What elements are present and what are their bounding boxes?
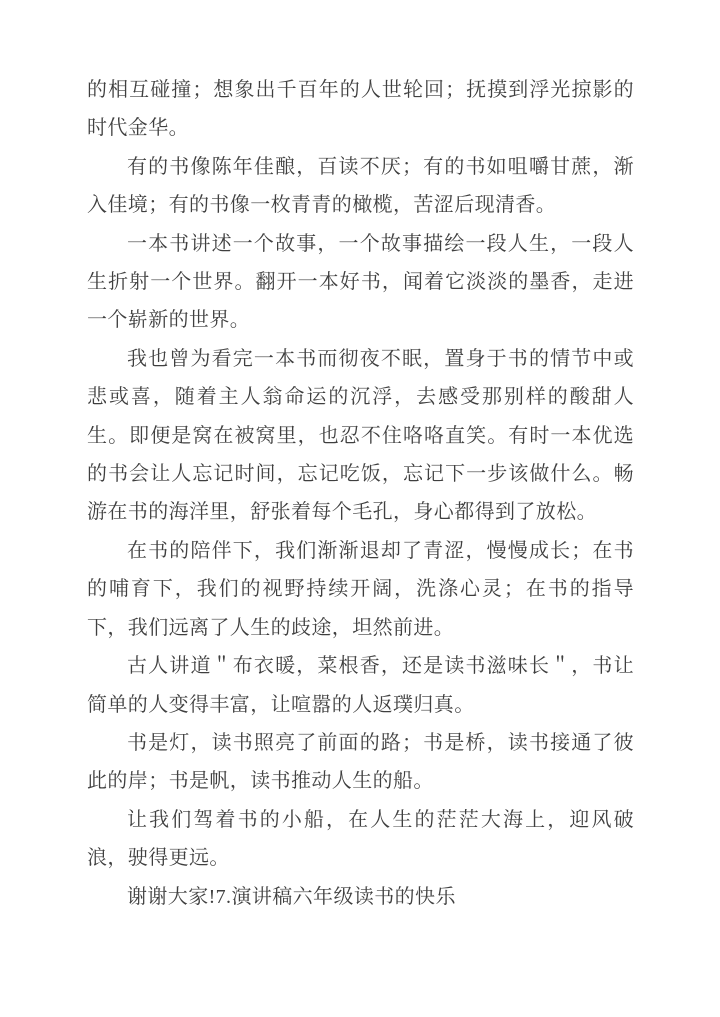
paragraph: 让我们驾着书的小船，在人生的茫茫大海上，迎风破浪，驶得更远。 <box>87 808 634 870</box>
paragraph: 有的书像陈年佳酿，百读不厌；有的书如咀嚼甘蔗，渐入佳境；有的书像一枚青青的橄榄，苦涩后现清香。 <box>87 155 634 217</box>
paragraph: 古人讲道＂布衣暖，菜根香，还是读书滋味长＂，书让简单的人变得丰富，让喧嚣的人返璞归真。 <box>87 655 634 716</box>
paragraph: 我也曾为看完一本书而彻夜不眠，置身于书的情节中或悲或喜，随着主人翁命运的沉浮，去感受那别样的酸甜人生。即便是窝在被窝里，也忍不住咯咯直笑。有时一本优选的书会让人忘记时间，忘记吃饭，忘记下一步该做什么。畅游在书的海洋里，舒张着每个毛孔，身心都得到了放松。 <box>87 347 634 524</box>
paragraph: 一本书讲述一个故事，一个故事描绘一段人生，一段人生折射一个世界。翻开一本好书，闻着它淡淡的墨香，走进一个崭新的世界。 <box>87 232 634 332</box>
paragraph-continuation: 的相互碰撞；想象出千百年的人世轮回；抚摸到浮光掠影的时代金华。 <box>87 79 634 140</box>
paragraph: 书是灯，读书照亮了前面的路；书是桥，读书接通了彼此的岸；书是帆，读书推动人生的船。 <box>87 731 634 793</box>
paragraph-closing: 谢谢大家!7.演讲稿六年级读书的快乐 <box>127 885 456 908</box>
paragraph: 在书的陪伴下，我们渐渐退却了青涩，慢慢成长；在书的哺育下，我们的视野持续开阔，洗涤心灵；在书的指导下，我们远离了人生的歧途，坦然前进。 <box>87 539 634 639</box>
